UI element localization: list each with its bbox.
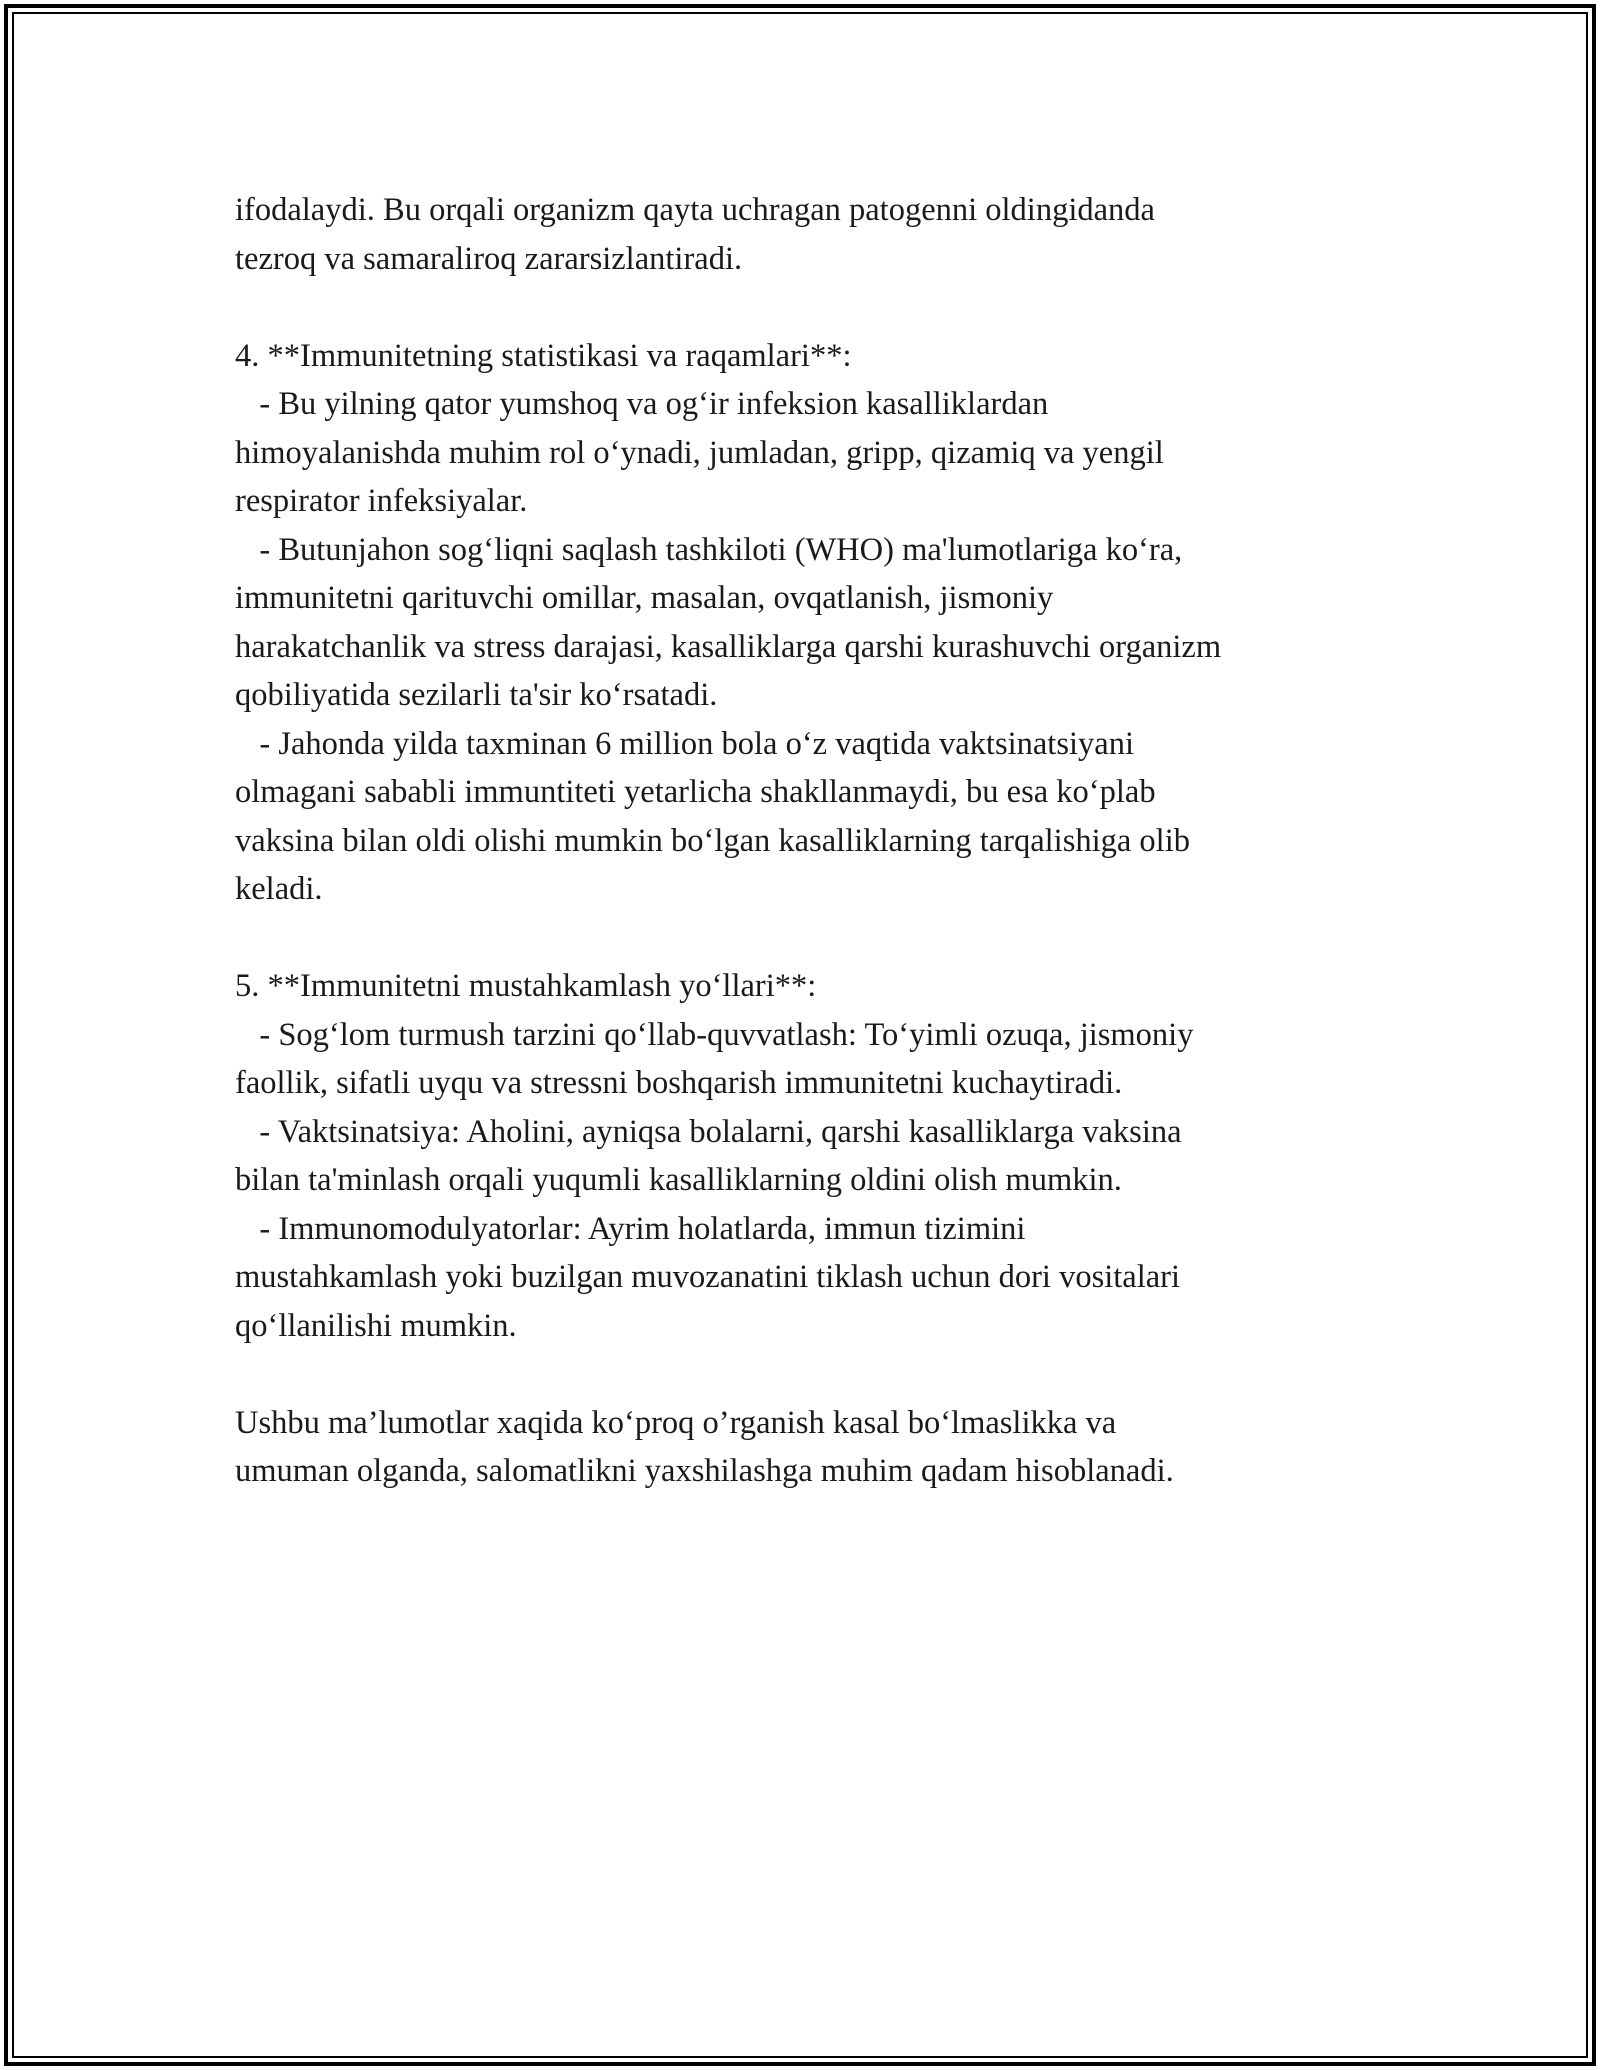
text-line: - Immunomodulyatorlar: Ayrim holatlarda, immun tizimini xyxy=(235,1210,1026,1247)
text-line: qo‘llanilishi mumkin. xyxy=(235,1307,517,1344)
text-line: tezroq va samaraliroq zararsizlantiradi. xyxy=(235,240,743,277)
text-line: vaksina bilan oldi olishi mumkin bo‘lgan kasalliklarning tarqalishiga olib xyxy=(235,822,1190,859)
text-line: - Sog‘lom turmush tarzini qo‘llab-quvvatlash: To‘yimli ozuqa, jismoniy xyxy=(235,1016,1194,1053)
text-line: Ushbu ma’lumotlar xaqida ko‘proq o’rganish kasal bo‘lmaslikka va xyxy=(235,1404,1117,1441)
text-line: immunitetni qarituvchi omillar, masalan, ovqatlanish, jismoniy xyxy=(235,580,1054,616)
text-line: faollik, sifatli uyqu va stressni boshqarish immunitetni kuchaytiradi. xyxy=(235,1065,1123,1101)
text-line: keladi. xyxy=(235,871,323,907)
text-line: olmagani sababli immuntiteti yetarlicha shakllanmaydi, bu esa ko‘plab xyxy=(235,774,1156,810)
text-line: respirator infeksiyalar. xyxy=(235,483,528,519)
text-line: - Jahonda yilda taxminan 6 million bola o‘z vaqtida vaktsinatsiyani xyxy=(235,725,1134,762)
section-heading: 5. **Immunitetni mustahkamlash yo‘llari**: xyxy=(235,968,817,1004)
text-line: umuman olganda, salomatlikni yaxshilashga muhim qadam hisoblanadi. xyxy=(235,1453,1174,1489)
document-body xyxy=(235,186,1365,1496)
paragraph-gap xyxy=(235,1350,1365,1399)
text-line: - Bu yilning qator yumshoq va og‘ir infeksion kasalliklardan xyxy=(235,386,1049,422)
text-line: bilan ta'minlash orqali yuqumli kasalliklarning oldini olish mumkin. xyxy=(235,1162,1122,1198)
paragraph-gap xyxy=(235,914,1365,963)
text-line: qobiliyatida sezilarli ta'sir ko‘rsatadi. xyxy=(235,677,718,713)
text-line: himoyalanishda muhim rol o‘ynadi, jumladan, gripp, qizamiq va yengil xyxy=(235,434,1164,471)
text-line: ifodalaydi. Bu orqali organizm qayta uchragan patogenni oldingidanda xyxy=(235,192,1155,228)
text-line: mustahkamlash yoki buzilgan muvozanatini tiklash uchun dori vositalari xyxy=(235,1259,1181,1295)
section-heading: 4. **Immunitetning statistikasi va raqamlari**: xyxy=(235,337,852,374)
paragraph-gap xyxy=(235,283,1365,332)
text-line: harakatchanlik va stress darajasi, kasalliklarga qarshi kurashuvchi organizm xyxy=(235,628,1222,665)
text-line: - Butunjahon sog‘liqni saqlash tashkiloti (WHO) ma'lumotlariga ko‘ra, xyxy=(235,531,1183,568)
text-line: - Vaktsinatsiya: Aholini, ayniqsa bolalarni, qarshi kasalliklarga vaksina xyxy=(235,1113,1182,1150)
